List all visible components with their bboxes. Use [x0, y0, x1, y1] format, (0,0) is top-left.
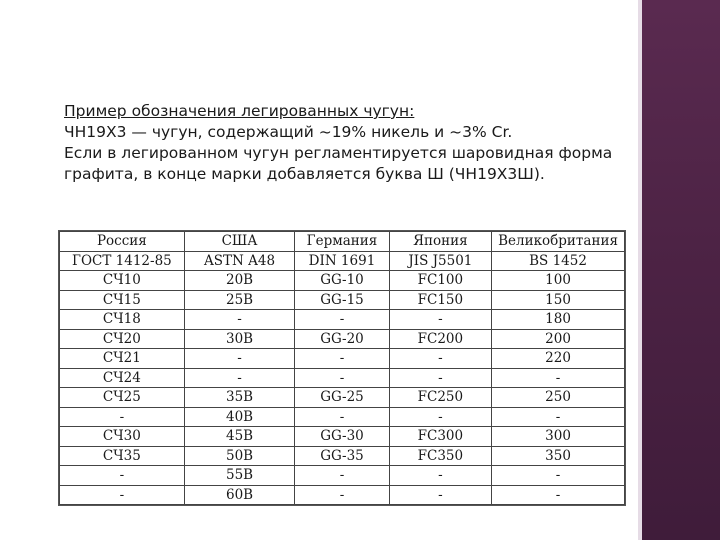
text-block: [64, 101, 634, 185]
table-cell: СЧ15: [60, 290, 185, 310]
table-cell: -: [295, 368, 389, 388]
table-cell: СЧ24: [60, 368, 185, 388]
table-cell: -: [184, 349, 295, 369]
table-row: [60, 271, 625, 291]
table-cell: FC150: [389, 290, 491, 310]
table-row: [60, 290, 625, 310]
table-cell: -: [60, 407, 185, 427]
table-cell: FC100: [389, 271, 491, 291]
table-cell: FC300: [389, 427, 491, 447]
table-cell: -: [389, 310, 491, 330]
table-cell: -: [389, 349, 491, 369]
text-line-4: графита, в конце марки добавляется буква Ш (ЧН19Х3Ш).: [64, 165, 545, 183]
table-row: [60, 368, 625, 388]
table-cell: 350: [492, 446, 625, 466]
table-cell: -: [295, 407, 389, 427]
table-cell: 60В: [184, 485, 295, 505]
table-cell: FC200: [389, 329, 491, 349]
table-cell: -: [492, 368, 625, 388]
table-row: [60, 485, 625, 505]
table-cell: -: [184, 310, 295, 330]
table-cell: -: [492, 407, 625, 427]
table-cell: -: [295, 466, 389, 486]
table-cell: -: [389, 407, 491, 427]
text-line-2: ЧН19Х3 — чугун, содержащий ~19% никель и ~3% Сr.: [64, 123, 513, 141]
table-row: [60, 407, 625, 427]
table-cell: GG-20: [295, 329, 389, 349]
table-cell: -: [295, 485, 389, 505]
table-cell: 220: [492, 349, 625, 369]
column-header-russia: Россия: [60, 232, 185, 252]
table-cell: GG-30: [295, 427, 389, 447]
table-cell: BS 1452: [492, 251, 625, 271]
table-cell: FC250: [389, 388, 491, 408]
table-row: [60, 329, 625, 349]
table-cell: -: [492, 466, 625, 486]
table-cell: DIN 1691: [295, 251, 389, 271]
table-cell: -: [492, 485, 625, 505]
table-cell: GG-35: [295, 446, 389, 466]
table-cell: СЧ30: [60, 427, 185, 447]
table-cell: СЧ25: [60, 388, 185, 408]
table-header-row: [60, 232, 625, 252]
grades-table-container: [58, 230, 626, 506]
table-row: [60, 388, 625, 408]
table-cell: 35В: [184, 388, 295, 408]
table-cell: ASTN A48: [184, 251, 295, 271]
table-cell: СЧ20: [60, 329, 185, 349]
table-row: [60, 427, 625, 447]
table-cell: -: [295, 349, 389, 369]
table-row: [60, 466, 625, 486]
table-cell: 100: [492, 271, 625, 291]
table-cell: -: [60, 466, 185, 486]
column-header-germany: Германия: [295, 232, 389, 252]
column-header-japan: Япония: [389, 232, 491, 252]
table-cell: FC350: [389, 446, 491, 466]
column-header-usa: США: [184, 232, 295, 252]
table-cell: GG-15: [295, 290, 389, 310]
table-cell: 55В: [184, 466, 295, 486]
table-cell: СЧ18: [60, 310, 185, 330]
table-row: [60, 446, 625, 466]
side-decorative-band: [642, 0, 720, 540]
table-cell: -: [60, 485, 185, 505]
table-cell: -: [184, 368, 295, 388]
table-cell: 45В: [184, 427, 295, 447]
table-cell: JIS J5501: [389, 251, 491, 271]
table-cell: СЧ10: [60, 271, 185, 291]
grades-table: [59, 231, 625, 505]
table-cell: -: [295, 310, 389, 330]
table-cell: 180: [492, 310, 625, 330]
table-row: [60, 310, 625, 330]
table-cell: 25В: [184, 290, 295, 310]
table-cell: СЧ35: [60, 446, 185, 466]
table-row: [60, 349, 625, 369]
table-cell: GG-25: [295, 388, 389, 408]
table-cell: 150: [492, 290, 625, 310]
table-cell: 250: [492, 388, 625, 408]
table-cell: -: [389, 466, 491, 486]
table-cell: GG-10: [295, 271, 389, 291]
table-cell: 200: [492, 329, 625, 349]
table-cell: 20В: [184, 271, 295, 291]
text-heading: Пример обозначения легированных чугун:: [64, 102, 415, 120]
table-cell: 40В: [184, 407, 295, 427]
table-cell: 50В: [184, 446, 295, 466]
table-cell: 300: [492, 427, 625, 447]
table-cell: СЧ21: [60, 349, 185, 369]
text-line-3: Если в легированном чугун регламентируется шаровидная форма: [64, 144, 613, 162]
table-row: [60, 251, 625, 271]
table-cell: -: [389, 485, 491, 505]
table-cell: ГОСТ 1412-85: [60, 251, 185, 271]
column-header-uk: Великобритания: [492, 232, 625, 252]
table-cell: -: [389, 368, 491, 388]
table-cell: 30В: [184, 329, 295, 349]
